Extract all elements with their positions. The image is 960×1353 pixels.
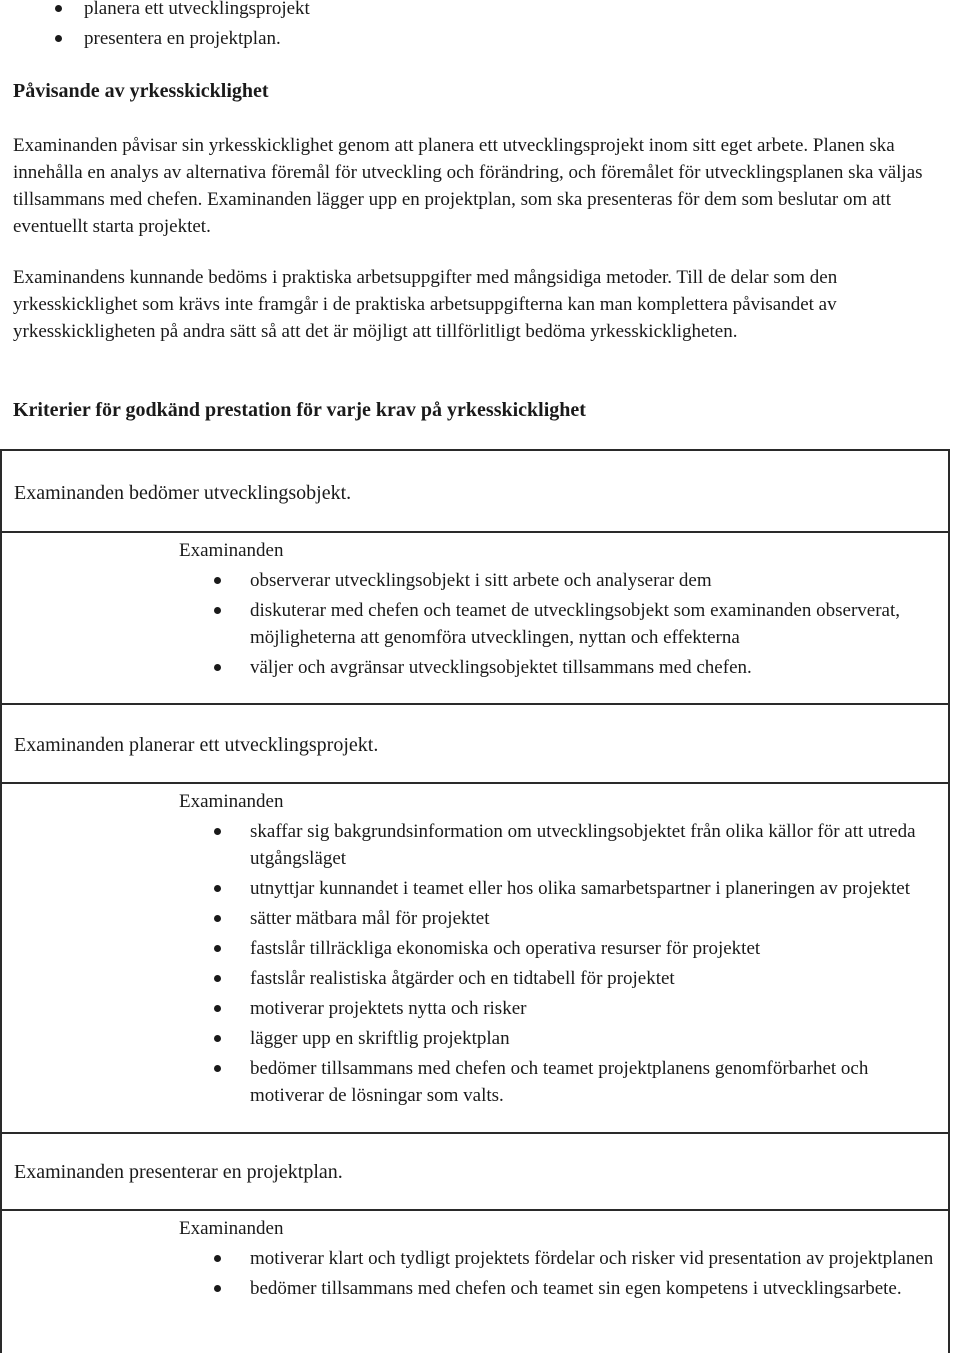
paragraph-demonstration-2: Examinandens kunnande bedöms i praktiska arbetsuppgifter med mångsidiga metoder. Till de delar som den yrkesskicklighet som krävs inte framgår i de praktiska arbetsuppgifterna kan man komplettera påvisandet av yrkesskickligheten på andra sätt så att det är möjligt att tillförlitligt bedöma yrkesskickligheten. (13, 267, 838, 342)
table-divider (2, 703, 948, 705)
list-item: väljer och avgränsar utvecklingsobjektet tillsammans med chefen. (2, 654, 948, 681)
list-item: motiverar klart och tydligt projektets fördelar och risker vid presentation av projektplanen (2, 1245, 938, 1272)
list-item: sätter mätbara mål för projektet (2, 905, 928, 932)
table-divider (2, 1209, 948, 1211)
list-item: motiverar projektets nytta och risker (2, 995, 928, 1022)
criteria-table (0, 449, 950, 1353)
list-item: utnyttjar kunnandet i teamet eller hos olika samarbetspartner i planeringen av projektet (2, 875, 928, 902)
table-row-header: Examinanden bedömer utvecklingsobjekt. (14, 482, 352, 504)
list-item: skaffar sig bakgrundsinformation om utvecklingsobjektet från olika källor för att utreda utgångsläget (2, 818, 928, 872)
paragraph-demonstration-1: Examinanden påvisar sin yrkesskicklighet genom att planera ett utvecklingsprojekt inom sitt eget arbete. Planen ska innehålla en analys av alternativa föremål för utveckling och förändring, och föremålet för utvecklingsplanen ska väljas tillsammans med chefen. Examinanden lägger upp en projektplan, som ska presenteras för dem som beslutar om att eventuellt starta projektet. (13, 135, 923, 237)
list-item: diskuterar med chefen och teamet de utvecklingsobjekt som examinanden observerat, möjligheterna att genomföra utvecklingen, nyttan och effekterna (2, 597, 948, 651)
table-row-header: Examinanden planerar ett utvecklingsprojekt. (14, 734, 379, 756)
intro-bullet-list (0, 0, 310, 55)
criteria-bullet-list (2, 818, 928, 1112)
section-heading-criteria: Kriterier för godkänd prestation för varje krav på yrkesskicklighet (13, 399, 586, 421)
table-divider (2, 531, 948, 533)
row-lead-text: Examinanden (179, 791, 284, 812)
list-item: presentera en projektplan. (0, 25, 310, 55)
list-item: bedömer tillsammans med chefen och teamet sin egen kompetens i utvecklingsarbete. (2, 1275, 938, 1302)
list-item: fastslår realistiska åtgärder och en tidtabell för projektet (2, 965, 928, 992)
table-divider (2, 1132, 948, 1134)
list-item: fastslår tillräckliga ekonomiska och operativa resurser för projektet (2, 935, 928, 962)
row-lead-text: Examinanden (179, 540, 284, 561)
list-item: lägger upp en skriftlig projektplan (2, 1025, 928, 1052)
list-item: bedömer tillsammans med chefen och teamet projektplanens genomförbarhet och motiverar de lösningar som valts. (2, 1055, 928, 1109)
criteria-bullet-list (2, 1245, 938, 1305)
section-heading-demonstration: Påvisande av yrkesskicklighet (13, 80, 269, 102)
table-divider (2, 782, 948, 784)
list-item: planera ett utvecklingsprojekt (0, 0, 310, 25)
criteria-bullet-list (2, 567, 948, 684)
table-row-header: Examinanden presenterar en projektplan. (14, 1161, 343, 1183)
list-item: observerar utvecklingsobjekt i sitt arbete och analyserar dem (2, 567, 948, 594)
row-lead-text: Examinanden (179, 1218, 284, 1239)
